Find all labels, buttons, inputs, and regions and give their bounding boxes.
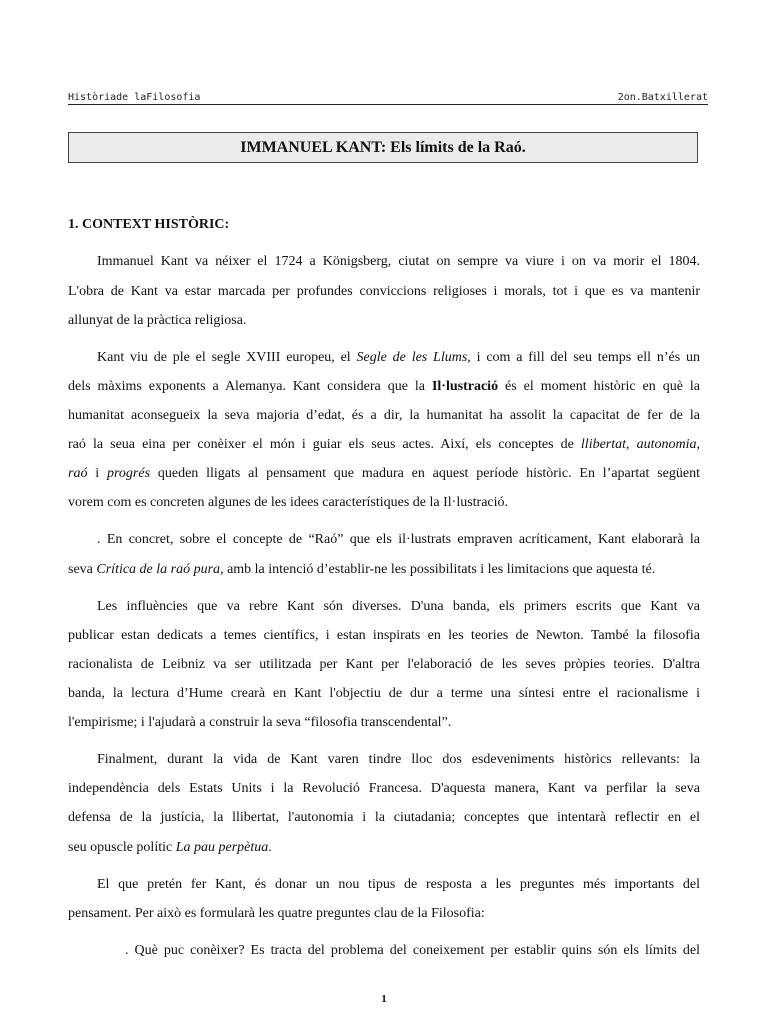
paragraph-line: banda, la lectura d’Hume crearà en Kant l'objectiu de dur a terme una síntesi entre el racionalisme i bbox=[68, 686, 700, 701]
paragraph-line: raó la seua eina per conèixer el món i guiar els seus actes. Així, els conceptes de llibertat, autonomia, bbox=[68, 437, 701, 452]
paragraph-line: Immanuel Kant va néixer el 1724 a Königsberg, ciutat on sempre va viure i on va morir el 1804. bbox=[97, 254, 700, 269]
header-course-title: Històriade laFilosofia bbox=[68, 92, 201, 103]
paragraph-line: pensament. Per això es formularà les quatre preguntes clau de la Filosofia: bbox=[68, 906, 485, 921]
paragraph-line: publicar estan dedicats a temes científics, i estan inspirats en les teories de Newton. També la filosofia bbox=[68, 628, 700, 643]
paragraph-line: racionalista de Leibniz va ser utilitzada per Kant per l'elaboració de les seves pròpies teories. D'altra bbox=[68, 657, 700, 672]
paragraph-line: El que pretén fer Kant, és donar un nou tipus de resposta a les preguntes més importants del bbox=[97, 877, 700, 892]
page-number: 1 bbox=[381, 993, 387, 1005]
header-course-level: 2on.Batxillerat bbox=[617, 92, 708, 103]
running-header bbox=[68, 92, 708, 105]
paragraph-line: L'obra de Kant va estar marcada per profundes conviccions religioses i morals, tot i que es va mantenir bbox=[68, 284, 700, 299]
paragraph-line: seu opuscle polític La pau perpètua. bbox=[68, 840, 272, 855]
paragraph-line: Finalment, durant la vida de Kant varen tindre lloc dos esdeveniments històrics rellevants: la bbox=[97, 752, 700, 767]
paragraph-line: l'empirisme; i l'ajudarà a construir la seva “filosofia transcendental”. bbox=[68, 715, 452, 730]
section-heading: 1. CONTEXT HISTÒRIC: bbox=[68, 217, 230, 232]
paragraph-line: . En concret, sobre el concepte de “Raó” que els il·lustrats empraven acríticament, Kant elaborarà la bbox=[97, 532, 700, 547]
paragraph-line: seva Crítica de la raó pura, amb la intenció d’establir-ne les possibilitats i les limitacions que aquesta té. bbox=[68, 562, 656, 577]
paragraph-line: allunyat de la pràctica religiosa. bbox=[68, 313, 247, 328]
document-title: IMMANUEL KANT: Els límits de la Raó. bbox=[68, 132, 698, 163]
paragraph-line: defensa de la justícia, la llibertat, l'autonomia i la ciutadania; conceptes que intentarà reflectir en el bbox=[68, 810, 700, 825]
paragraph-line: Kant viu de ple el segle XVIII europeu, el Segle de les Llums, i com a fill del seu temps ell n’és un bbox=[97, 350, 700, 365]
paragraph-line: dels màxims exponents a Alemanya. Kant considera que la Il·lustració és el moment històric en què la bbox=[68, 379, 700, 394]
paragraph-line: vorem com es concreten algunes de les idees característiques de la Il·lustració. bbox=[68, 495, 509, 510]
paragraph-line: raó i progrés queden lligats al pensament que madura en aquest període històric. En l’apartat següent bbox=[68, 466, 701, 481]
paragraph-line: humanitat aconsegueix la seva majoria d’edat, és a dir, la humanitat ha assolit la capacitat de fer de la bbox=[68, 408, 700, 423]
question-list-item: . Què puc conèixer? Es tracta del problema del coneixement per establir quins són els límits del bbox=[125, 943, 700, 958]
paragraph-line: independència dels Estats Units i la Revolució Francesa. D'aquesta manera, Kant va perfilar la seva bbox=[68, 781, 700, 796]
paragraph-line: Les influències que va rebre Kant són diverses. D'una banda, els primers escrits que Kant va bbox=[97, 599, 700, 614]
